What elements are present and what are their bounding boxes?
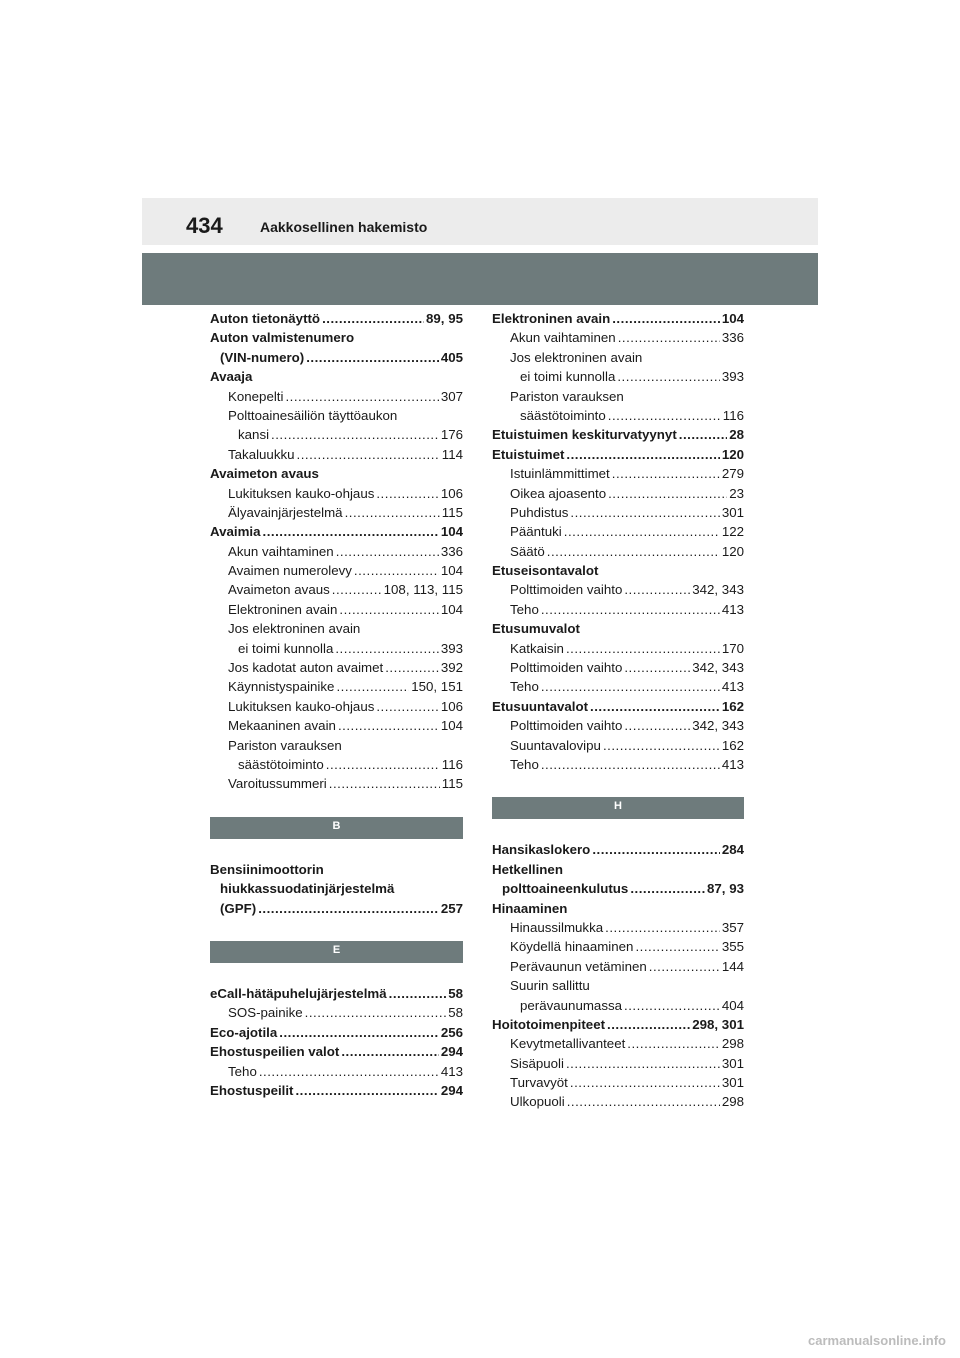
- index-entry: [210, 580, 463, 599]
- entry-label: Ehostuspeilien valot: [210, 1044, 340, 1060]
- entry-label: Suuntavalovipu: [510, 737, 601, 753]
- entry-label: (VIN-numero): [220, 349, 305, 365]
- entry-label: Teho: [510, 679, 539, 695]
- entry-page: 115: [441, 776, 463, 792]
- index-entry: [210, 406, 463, 425]
- index-entry: [492, 697, 744, 716]
- entry-label: säästötoiminto: [520, 407, 606, 423]
- index-entry: [492, 937, 744, 956]
- index-entry: [492, 899, 744, 918]
- entry-page: 144: [721, 958, 744, 974]
- entry-label: Sisäpuoli: [510, 1055, 564, 1071]
- entry-page: 176: [440, 427, 463, 443]
- entry-label: Auton tietonäyttö: [210, 311, 321, 326]
- entry-page: 413: [721, 679, 744, 695]
- index-entry: [210, 860, 463, 879]
- dot-leader: [306, 348, 439, 367]
- index-entry: [210, 309, 463, 328]
- dot-leader: [376, 697, 438, 716]
- dot-leader: [618, 328, 720, 347]
- entry-page: 256: [440, 1024, 463, 1040]
- index-entry: [492, 1054, 744, 1073]
- dot-leader: [332, 580, 382, 599]
- entry-page: 58: [448, 985, 463, 1001]
- entry-label: Teho: [228, 1063, 257, 1079]
- index-entry: [210, 677, 463, 696]
- entry-label: Hoitotoimenpiteet: [492, 1016, 606, 1032]
- dot-leader: [305, 1003, 447, 1022]
- dot-leader: [541, 600, 720, 619]
- dot-leader: [338, 716, 439, 735]
- entry-label: Ehostuspeilit: [210, 1082, 294, 1098]
- entry-page: 106: [440, 698, 463, 714]
- entry-label: Bensiinimoottorin: [210, 861, 324, 877]
- entry-label: Akun vaihtaminen: [228, 543, 334, 559]
- entry-label: Etuistuimet: [492, 446, 565, 462]
- entry-page: 342, 343: [692, 582, 744, 598]
- entry-page: 104: [440, 601, 463, 617]
- entry-page: 405: [440, 349, 463, 365]
- entry-label: hiukkassuodatinjärjestelmä: [220, 881, 395, 897]
- entry-label: Polttoainesäiliön täyttöaukon: [228, 407, 398, 423]
- entry-label: säästötoiminto: [238, 756, 324, 772]
- entry-label: Avaimeton avaus: [210, 466, 319, 482]
- dot-leader: [389, 984, 447, 1003]
- entry-label: kansi: [238, 427, 270, 443]
- index-entry: [492, 600, 744, 619]
- entry-page: 404: [721, 997, 744, 1013]
- entry-page: 120: [721, 543, 744, 559]
- index-entry: [210, 879, 463, 898]
- entry-label: Eco-ajotila: [210, 1024, 278, 1040]
- dot-leader: [336, 542, 439, 561]
- dot-leader: [679, 425, 727, 444]
- entry-page: 413: [721, 601, 744, 617]
- entry-label: Jos elektroninen avain: [228, 621, 361, 637]
- dot-leader: [541, 755, 720, 774]
- dot-leader: [566, 445, 719, 464]
- index-entry: [492, 464, 744, 483]
- entry-label: Lukituksen kauko-ohjaus: [228, 698, 375, 714]
- dot-leader: [541, 677, 720, 696]
- dot-leader: [592, 840, 720, 859]
- entry-label: Teho: [510, 756, 539, 772]
- index-entry: [492, 879, 744, 898]
- entry-page: 393: [721, 369, 744, 385]
- entry-label: Hansikaslokero: [492, 842, 591, 858]
- index-entry: [210, 328, 463, 347]
- entry-label: Lukituksen kauko-ohjaus: [228, 485, 375, 501]
- entry-label: Kevytmetallivanteet: [510, 1036, 626, 1052]
- entry-page: 122: [721, 524, 744, 540]
- index-entry: [492, 996, 744, 1015]
- index-entry: [492, 542, 744, 561]
- dot-leader: [624, 716, 690, 735]
- dot-leader: [271, 425, 439, 444]
- entry-label: Akun vaihtaminen: [510, 330, 616, 346]
- entry-label: Köydellä hinaaminen: [510, 939, 634, 955]
- entry-page: 301: [721, 1075, 744, 1091]
- index-entry: [210, 1003, 463, 1022]
- index-entry: [492, 755, 744, 774]
- entry-group: [210, 984, 463, 1100]
- index-column-right: [492, 309, 744, 1112]
- index-entry: [492, 328, 744, 347]
- entry-page: 114: [441, 446, 463, 462]
- index-entry: [492, 716, 744, 735]
- entry-label: Elektroninen avain: [492, 311, 611, 326]
- index-entry: [492, 840, 744, 859]
- entry-label: Avaimen numerolevy: [228, 563, 352, 579]
- header-bar: [142, 198, 818, 245]
- index-entry: [492, 619, 744, 638]
- index-entry: [210, 522, 463, 541]
- entry-page: 294: [440, 1044, 463, 1060]
- index-entry: [492, 1034, 744, 1053]
- dot-leader: [627, 1034, 720, 1053]
- entry-label: (GPF): [220, 900, 257, 916]
- entry-page: 355: [721, 939, 744, 955]
- index-entry: [492, 957, 744, 976]
- entry-label: Auton valmistenumero: [210, 330, 355, 346]
- entry-label: Pariston varauksen: [228, 737, 342, 753]
- dot-leader: [590, 697, 720, 716]
- index-entry: [492, 522, 744, 541]
- dot-leader: [354, 561, 439, 580]
- index-entry: [492, 860, 744, 879]
- dot-leader: [617, 367, 719, 386]
- dot-leader: [339, 600, 438, 619]
- entry-page: 257: [440, 900, 463, 916]
- entry-label: Polttimoiden vaihto: [510, 660, 623, 676]
- dot-leader: [624, 658, 690, 677]
- index-entry: [492, 677, 744, 696]
- index-entry: [210, 639, 463, 658]
- entry-label: Katkaisin: [510, 640, 564, 656]
- index-entry: [210, 348, 463, 367]
- entry-page: 87, 93: [707, 881, 744, 897]
- dot-leader: [326, 755, 440, 774]
- entry-label: perävaunumassa: [520, 997, 623, 1013]
- entry-page: 284: [721, 842, 744, 858]
- index-entry: [210, 600, 463, 619]
- entry-label: Istuinlämmittimet: [510, 466, 610, 482]
- dot-leader: [630, 879, 705, 898]
- entry-label: eCall-hätäpuhelujärjestelmä: [210, 985, 387, 1001]
- index-entry: [210, 619, 463, 638]
- dot-leader: [570, 503, 719, 522]
- index-entry: [210, 1042, 463, 1061]
- entry-label: Ulkopuoli: [510, 1094, 565, 1110]
- entry-page: 162: [721, 737, 744, 753]
- index-entry: [492, 406, 744, 425]
- entry-page: 23: [729, 485, 744, 501]
- dot-leader: [608, 484, 727, 503]
- index-entry: [210, 1023, 463, 1042]
- entry-group: [210, 860, 463, 918]
- entry-label: Etuistuimen keskiturvatyynyt: [492, 427, 677, 443]
- entry-page: 413: [440, 1063, 463, 1079]
- entry-page: 108, 113, 115: [383, 582, 463, 598]
- index-entry: [492, 918, 744, 937]
- entry-page: 104: [440, 524, 463, 540]
- entry-page: 116: [722, 407, 744, 423]
- index-entry: [492, 387, 744, 406]
- entry-page: 104: [440, 718, 463, 734]
- entry-label: Suurin sallittu: [510, 978, 590, 994]
- index-entry: [210, 561, 463, 580]
- dot-leader: [341, 1042, 439, 1061]
- dot-leader: [385, 658, 439, 677]
- entry-label: Polttimoiden vaihto: [510, 718, 623, 734]
- dot-leader: [285, 387, 438, 406]
- index-entry: [492, 736, 744, 755]
- entry-page: 104: [440, 563, 463, 579]
- index-entry: [210, 1062, 463, 1081]
- entry-label: Avaimeton avaus: [228, 582, 330, 598]
- index-entry: [210, 716, 463, 735]
- dot-leader: [624, 996, 720, 1015]
- entry-label: Jos kadotat auton avaimet: [228, 660, 384, 676]
- entry-label: Varoitussummeri: [228, 776, 327, 792]
- entry-page: 89, 95: [426, 311, 463, 326]
- entry-label: Avaimia: [210, 524, 261, 540]
- index-entry: [210, 425, 463, 444]
- index-entry: [492, 348, 744, 367]
- index-entry: [492, 425, 744, 444]
- entry-label: Pariston varauksen: [510, 388, 624, 404]
- entry-label: Etuseisontavalot: [492, 563, 599, 579]
- dot-leader: [336, 677, 409, 696]
- dot-leader: [263, 522, 439, 541]
- dot-leader: [297, 445, 440, 464]
- entry-page: 298: [721, 1094, 744, 1110]
- entry-label: ei toimi kunnolla: [520, 369, 616, 385]
- dot-leader: [295, 1081, 438, 1100]
- entry-page: 336: [440, 543, 463, 559]
- dot-leader: [570, 1073, 720, 1092]
- index-entry: [492, 639, 744, 658]
- dot-leader: [322, 309, 424, 328]
- entry-label: Polttimoiden vaihto: [510, 582, 623, 598]
- entry-label: Hinaussilmukka: [510, 919, 604, 935]
- entry-label: Jos elektroninen avain: [510, 349, 643, 365]
- index-entry: [492, 658, 744, 677]
- letter-heading-h: H: [492, 797, 744, 819]
- entry-label: Turvavyöt: [510, 1075, 568, 1091]
- index-entry: [210, 736, 463, 755]
- index-entry: [210, 503, 463, 522]
- entry-page: 298: [721, 1036, 744, 1052]
- entry-page: 115: [441, 504, 463, 520]
- entry-page: 279: [721, 466, 744, 482]
- entry-label: polttoaineenkulutus: [502, 881, 629, 897]
- index-entry: [492, 1073, 744, 1092]
- index-entry: [210, 697, 463, 716]
- index-entry: [210, 464, 463, 483]
- dot-leader: [603, 736, 720, 755]
- index-entry: [492, 561, 744, 580]
- entry-label: Oikea ajoasento: [510, 485, 607, 501]
- entry-page: 298, 301: [692, 1016, 744, 1032]
- index-entry: [210, 484, 463, 503]
- entry-label: Puhdistus: [510, 504, 569, 520]
- entry-label: Mekaaninen avain: [228, 718, 336, 734]
- entry-label: Pääntuki: [510, 524, 562, 540]
- dot-leader: [258, 899, 439, 918]
- entry-page: 104: [721, 311, 744, 326]
- dot-leader: [279, 1023, 439, 1042]
- dot-leader: [649, 957, 720, 976]
- dot-leader: [566, 639, 720, 658]
- index-entry: [492, 367, 744, 386]
- index-entry: [492, 503, 744, 522]
- index-entry: [210, 984, 463, 1003]
- letter-heading-b: B: [210, 817, 463, 839]
- index-entry: [492, 309, 744, 328]
- index-entry: [492, 976, 744, 995]
- entry-label: Käynnistyspainike: [228, 679, 335, 695]
- entry-page: 162: [721, 698, 744, 714]
- dot-leader: [564, 522, 720, 541]
- dot-leader: [335, 639, 438, 658]
- index-entry: [210, 542, 463, 561]
- page-number: 434: [186, 213, 223, 238]
- entry-page: 150, 151: [411, 679, 463, 695]
- dot-leader: [329, 774, 440, 793]
- entry-page: 120: [721, 446, 744, 462]
- entry-page: 301: [721, 504, 744, 520]
- entry-page: 170: [721, 640, 744, 656]
- letter-heading-e: E: [210, 941, 463, 963]
- index-entry: [210, 899, 463, 918]
- entry-page: 307: [440, 388, 463, 404]
- entry-label: Perävaunun vetäminen: [510, 958, 647, 974]
- entry-label: SOS-painike: [228, 1005, 303, 1021]
- dot-leader: [612, 464, 720, 483]
- entry-label: Takaluukku: [228, 446, 295, 462]
- entry-label: Teho: [510, 601, 539, 617]
- index-entry: [210, 755, 463, 774]
- entry-label: Hetkellinen: [492, 861, 563, 877]
- entry-label: Hinaaminen: [492, 900, 568, 916]
- entry-page: 413: [721, 756, 744, 772]
- entry-label: Säätö: [510, 543, 545, 559]
- dot-leader: [612, 309, 720, 328]
- dot-leader: [607, 1015, 690, 1034]
- index-entry: [492, 1092, 744, 1111]
- entry-label: Avaaja: [210, 369, 253, 385]
- index-entry: [210, 1081, 463, 1100]
- entry-group: [210, 309, 463, 794]
- entry-label: Etusuuntavalot: [492, 698, 589, 714]
- index-column-left: [210, 309, 463, 1100]
- entry-label: Etusumuvalot: [492, 621, 580, 637]
- entry-page: 392: [440, 660, 463, 676]
- entry-page: 58: [448, 1005, 463, 1021]
- dot-leader: [635, 937, 719, 956]
- entry-page: 301: [721, 1055, 744, 1071]
- dot-leader: [547, 542, 720, 561]
- dot-leader: [608, 406, 721, 425]
- entry-page: 357: [721, 919, 744, 935]
- entry-page: 106: [440, 485, 463, 501]
- entry-label: ei toimi kunnolla: [238, 640, 334, 656]
- index-entry: [492, 445, 744, 464]
- index-entry: [492, 1015, 744, 1034]
- entry-page: 342, 343: [692, 718, 744, 734]
- dot-leader: [259, 1062, 439, 1081]
- dot-leader: [567, 1092, 720, 1111]
- watermark: carmanualsonline.info: [808, 1333, 946, 1348]
- section-title: Aakkosellinen hakemisto: [260, 219, 428, 235]
- index-entry: [492, 484, 744, 503]
- entry-page: 28: [729, 427, 744, 443]
- index-entry: [210, 387, 463, 406]
- entry-label: Älyavainjärjestelmä: [228, 504, 343, 520]
- entry-page: 116: [441, 756, 463, 772]
- dot-leader: [624, 580, 690, 599]
- entry-label: Elektroninen avain: [228, 601, 338, 617]
- dot-leader: [345, 503, 440, 522]
- entry-page: 336: [721, 330, 744, 346]
- index-entry: [210, 774, 463, 793]
- entry-page: 294: [440, 1082, 463, 1098]
- entry-group: [492, 840, 744, 1111]
- section-banner: [142, 253, 818, 305]
- index-entry: [210, 658, 463, 677]
- index-entry: [492, 580, 744, 599]
- dot-leader: [566, 1054, 720, 1073]
- dot-leader: [605, 918, 720, 937]
- entry-group: [492, 309, 744, 774]
- dot-leader: [376, 484, 438, 503]
- entry-page: 342, 343: [692, 660, 744, 676]
- index-entry: [210, 367, 463, 386]
- index-entry: [210, 445, 463, 464]
- entry-label: Konepelti: [228, 388, 284, 404]
- entry-page: 393: [440, 640, 463, 656]
